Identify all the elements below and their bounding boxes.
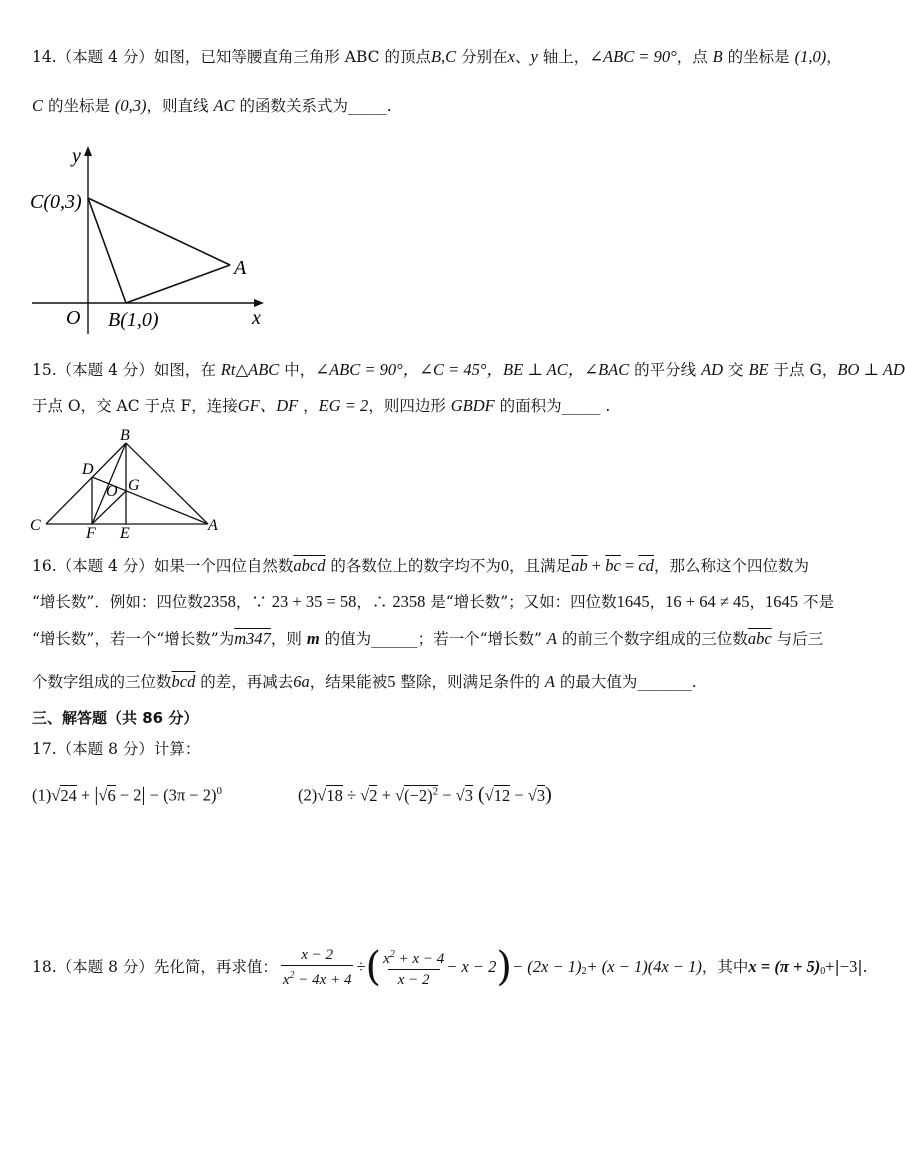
- q15-triangle: Rt△ABC: [220, 360, 280, 379]
- q15-figure: [28, 424, 228, 542]
- q18-cond-exp: 0: [820, 966, 826, 977]
- segment-ba: [126, 265, 230, 303]
- sqrt-icon: √: [455, 785, 465, 805]
- q16-6a: 6a: [293, 672, 310, 691]
- q17-intro: 17.（本题 8 分）计算：: [32, 740, 201, 758]
- q18-frac1-den-b: − 4x + 4: [294, 971, 352, 988]
- q16-num: 2358: [392, 592, 426, 611]
- q18-frac2-num-b: + x − 4: [394, 950, 445, 967]
- q16-answer-blank-2[interactable]: _______: [637, 673, 692, 691]
- q14-text: 的坐标是: [43, 97, 115, 115]
- q16-text: 的值为: [319, 630, 372, 648]
- q18-frac1-den-exp: 2: [289, 969, 295, 981]
- q14-points-bc: B,C: [430, 47, 457, 66]
- q15-text: .: [600, 397, 611, 415]
- sqrt-icon: √: [98, 785, 108, 805]
- q17-p1-label: (1): [32, 785, 52, 805]
- q17-p2-r5: 12: [493, 785, 511, 805]
- q14-text: ，: [826, 48, 842, 66]
- q18-frac-2: [383, 945, 444, 990]
- sqrt-icon: √: [527, 785, 537, 805]
- q17-part-1: [32, 780, 222, 807]
- q15-text: 于点 G，: [768, 361, 838, 379]
- q16-text: ，则: [270, 630, 307, 648]
- q17-p2-r6: 3: [536, 785, 546, 805]
- q16-text: ，那么称这个四位数为: [653, 557, 809, 575]
- q18-period: .: [862, 958, 868, 976]
- q18-frac1-den-a: x: [282, 971, 290, 988]
- q14-x-axis: x: [507, 47, 515, 66]
- q15-answer-blank[interactable]: _____: [561, 397, 601, 415]
- q16-eq1: 23 + 35 = 58: [271, 592, 357, 611]
- q17-p1-exp: 0: [216, 785, 222, 797]
- q15-be: BE: [748, 360, 769, 379]
- q17-p2-open: (: [472, 783, 485, 806]
- q17-p1-plus: +: [76, 785, 95, 805]
- q15-line-1: [32, 359, 905, 381]
- sqrt-icon: √: [317, 785, 327, 805]
- q15-quad: GBDF: [450, 396, 495, 415]
- label-a: A: [234, 257, 247, 279]
- sqrt-icon: √: [360, 785, 370, 805]
- q14-y-axis: y: [530, 47, 538, 66]
- label-o: O: [66, 307, 81, 329]
- q18-cond-a: x = (π + 5): [748, 957, 821, 976]
- abs-bar-icon: |: [834, 958, 840, 976]
- label-y: y: [72, 145, 81, 167]
- q16-m: m: [306, 629, 320, 648]
- label-f: F: [86, 525, 96, 542]
- q15-line-2: [32, 395, 610, 417]
- q16-text: 个数字组成的三位数: [32, 673, 172, 691]
- q18-frac2-num-a: x: [383, 950, 390, 967]
- abs-bar-icon: |: [857, 958, 863, 976]
- q18-intro: 18.（本题 8 分）先化简，再求值：: [32, 958, 278, 976]
- q18-where: ，其中: [701, 958, 749, 976]
- q18-frac-1: [281, 945, 354, 990]
- q16-text: ，∴: [356, 593, 393, 611]
- q16-line-2: [32, 591, 834, 613]
- q17-p2-r3: [404, 785, 438, 805]
- label-c: C: [30, 517, 41, 534]
- q16-a: A: [544, 672, 555, 691]
- label-d: D: [82, 461, 94, 478]
- q16-text: 的前三个数字组成的三位数: [556, 630, 748, 648]
- q16-a: A: [546, 629, 557, 648]
- q15-text: 交: [723, 361, 749, 379]
- q14-text: ，则直线: [146, 97, 214, 115]
- q16-m347: m347: [234, 629, 271, 648]
- q16-abcd: abcd: [293, 556, 326, 575]
- q14-text: 分别在: [456, 48, 508, 66]
- q17-p2-label: (2): [298, 785, 318, 805]
- q16-plus: +: [587, 556, 606, 575]
- q16-cd: $\overline{cd}$: [638, 556, 654, 575]
- q16-bcd: $\overline{bcd}$: [171, 672, 196, 691]
- q16-text: ，: [749, 593, 766, 611]
- q16-abc: $\overline{abc}$: [747, 629, 772, 648]
- q15-eg: EG = 2: [318, 396, 369, 415]
- q16-text: 是“增长数”；又如：四位数: [425, 593, 617, 611]
- q18-tail-b: + (x − 1)(4x − 1): [586, 957, 702, 976]
- q17-p1-minus2: − 2: [115, 785, 142, 805]
- q14-point-c: C: [32, 96, 44, 115]
- q17-p2-r1: 18: [326, 785, 343, 805]
- q15-conditions: ∠ABC = 90°，∠C = 45°，BE ⊥ AC，∠BAC: [315, 360, 630, 379]
- abs-bar-icon: |: [94, 783, 99, 806]
- q16-text: ，且满足: [509, 557, 572, 575]
- q16-eq2: 16 + 64 ≠ 45: [665, 592, 750, 611]
- q16-text: 的最大值为: [555, 673, 638, 691]
- q17-p1-r1: 24: [60, 785, 77, 805]
- q16-text: 与后三: [771, 630, 824, 648]
- q17-p2-plus: +: [377, 785, 395, 805]
- q14-text: 的坐标是: [722, 48, 795, 66]
- q17-p2-minus2: −: [510, 785, 528, 805]
- q16-line-1: [32, 555, 809, 577]
- q18-tail-a: − (2x − 1): [512, 957, 582, 976]
- q17-p2-minus: −: [438, 785, 456, 805]
- q16-text: ；若一个“增长数”: [417, 630, 547, 648]
- q18-cond-b: +: [825, 957, 835, 976]
- q18-line: [32, 938, 868, 996]
- big-paren-left-icon: (: [365, 944, 382, 990]
- q16-text: 16.（本题 4 分）如果一个四位自然数: [32, 557, 294, 575]
- q16-text: 不是: [798, 593, 834, 611]
- q17-p1-r2: 6: [107, 785, 116, 805]
- q17-p2-r3-exp: 2: [432, 785, 439, 797]
- q18-tail-exp: 2: [581, 966, 587, 977]
- q18-frac1-num: x − 2: [301, 946, 334, 963]
- q15-ad: AD: [701, 360, 724, 379]
- x-axis-arrow-icon: [254, 299, 264, 307]
- q14-text: 14.（本题 4 分）如图，已知等腰直角三角形 ABC 的顶点: [32, 48, 431, 66]
- label-c: C(0,3): [30, 191, 82, 213]
- q16-text: 整除，则满足条件的: [395, 673, 545, 691]
- sqrt-icon: √: [395, 785, 405, 805]
- label-g: G: [128, 477, 140, 494]
- q18-after-frac2: − x − 2: [446, 957, 497, 976]
- q14-text: 、: [514, 48, 531, 66]
- section-3-title: 三、解答题（共 86 分）: [32, 709, 199, 727]
- q17-part-2: [298, 780, 552, 807]
- label-x: x: [252, 307, 261, 329]
- sqrt-icon: √: [484, 785, 494, 805]
- q16-five: 5: [387, 672, 396, 691]
- sqrt-icon: √: [51, 785, 61, 805]
- q16-eq: =: [620, 556, 639, 575]
- q16-answer-blank-1[interactable]: ______: [371, 630, 418, 648]
- q16-zero: 0: [500, 556, 510, 575]
- q14-text: 轴上，: [537, 48, 590, 66]
- q16-text: 的差，再减去: [195, 673, 294, 691]
- label-o: O: [106, 483, 118, 500]
- q18-frac1-den: [281, 965, 354, 990]
- q16-text: “增长数”．例如：四位数: [32, 593, 203, 611]
- q15-text: 中，: [279, 361, 316, 379]
- q18-frac2-den: x − 2: [388, 969, 440, 990]
- big-paren-right-icon: ): [496, 944, 513, 990]
- q16-text: ，结果能被: [309, 673, 388, 691]
- q17-p2-div: ÷: [342, 785, 361, 805]
- q16-num: 1645: [765, 592, 799, 611]
- q14-text: ，点: [676, 48, 713, 66]
- q16-text: .: [691, 673, 697, 691]
- q18-frac2-num-exp: 2: [389, 948, 395, 960]
- q15-text: 的平分线: [629, 361, 702, 379]
- q14-text: 的函数关系式为: [234, 97, 348, 115]
- q14-coord-b: (1,0): [794, 47, 827, 66]
- q15-bo-perp: BO ⊥ AD: [837, 360, 905, 379]
- y-axis-arrow-icon: [84, 146, 92, 156]
- q14-figure: [28, 140, 278, 340]
- label-b: B(1,0): [108, 309, 159, 331]
- q15-text: ，则四边形: [368, 397, 451, 415]
- q18-cond-abs: −3: [839, 957, 858, 976]
- q17-p2-r2: 2: [369, 785, 378, 805]
- q16-line-3: [32, 628, 823, 650]
- q17-p2-r4: 3: [464, 785, 473, 805]
- q14-coord-c: (0,3): [114, 96, 147, 115]
- q15-text: 的面积为: [494, 397, 562, 415]
- label-e: E: [120, 525, 130, 542]
- q16-bc: $\overline{bc}$: [605, 556, 621, 575]
- q16-text: “增长数”，若一个“增长数”为: [32, 630, 235, 648]
- label-b: B: [120, 427, 130, 444]
- q14-text: .: [386, 97, 392, 115]
- q16-text: ，∵: [235, 593, 272, 611]
- q16-text: 的各数位上的数字均不为: [325, 557, 501, 575]
- q17-p1-minus: −: [145, 785, 164, 805]
- q17-p2-r3-base: (−2): [404, 785, 433, 805]
- q14-answer-blank[interactable]: _____: [347, 97, 387, 115]
- q15-text: 15.（本题 4 分）如图，在: [32, 361, 221, 379]
- q16-line-4: [32, 671, 697, 693]
- q14-angle: ∠ABC = 90°: [589, 47, 677, 66]
- q16-text: ，: [649, 593, 666, 611]
- q14-line-1: [32, 46, 842, 68]
- q14-line-2: [32, 95, 392, 117]
- q18-frac2-num: [383, 945, 444, 969]
- q15-text: 于点 O，交 AC 于点 F，连接: [32, 397, 238, 415]
- abs-bar-icon: |: [141, 783, 146, 806]
- q17-p1-paren: (3π − 2): [163, 785, 217, 805]
- label-a: A: [208, 517, 218, 534]
- q14-point-b: B: [712, 47, 723, 66]
- q16-num: 2358: [202, 592, 236, 611]
- q16-num: 1645: [616, 592, 650, 611]
- q14-line-ac: AC: [213, 96, 235, 115]
- q16-ab: $\overline{ab}$: [571, 556, 588, 575]
- q18-div: ÷: [356, 957, 366, 976]
- q17-p2-close: ): [545, 783, 552, 806]
- q15-gf-df: GF、DF: [237, 396, 299, 415]
- q15-text: ，: [298, 397, 319, 415]
